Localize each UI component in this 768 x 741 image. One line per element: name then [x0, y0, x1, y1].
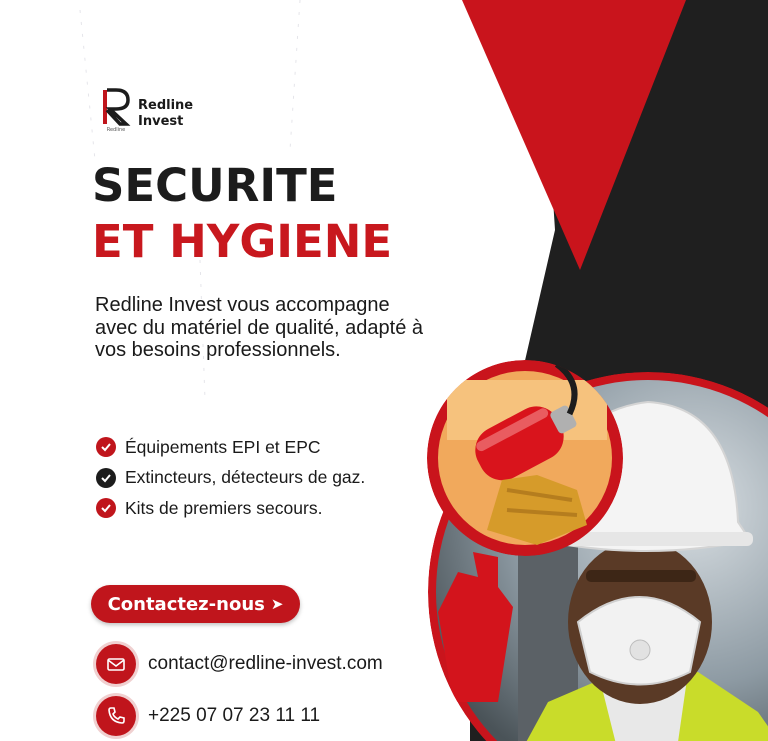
feature-label: Équipements EPI et EPC [125, 436, 321, 457]
logo-mark-icon [100, 88, 132, 132]
contact-us-button[interactable] [91, 585, 300, 623]
arrow-right-icon: ➤ [270, 595, 284, 613]
logo-caption: Redline [106, 127, 126, 132]
brand-name [138, 98, 193, 130]
brand-logo [100, 88, 193, 132]
feature-label: Kits de premiers secours. [125, 497, 323, 518]
brand-name-line2: Invest [138, 114, 184, 129]
phone-row[interactable] [96, 696, 320, 736]
feature-label: Extincteurs, détecteurs de gaz. [125, 467, 366, 488]
feature-item [96, 463, 365, 494]
check-circle-icon [96, 498, 116, 518]
phone-number[interactable]: +225 07 07 23 11 11 [148, 705, 321, 726]
phone-icon [96, 696, 136, 736]
headline-line1: SECURITE [92, 159, 338, 212]
email-row[interactable] [96, 644, 383, 684]
extinguisher-photo [427, 360, 623, 556]
feature-item [96, 493, 365, 524]
check-circle-icon [96, 468, 116, 488]
email-icon [96, 644, 136, 684]
contact-us-label: Contactez-nous [107, 593, 265, 615]
email-address[interactable]: contact@redline-invest.com [148, 653, 383, 674]
feature-item [96, 432, 365, 463]
brand-name-line1: Redline [138, 98, 194, 113]
check-circle-icon [96, 437, 116, 457]
headline-line2: ET HYGIENE [92, 215, 393, 268]
feature-list [96, 432, 365, 524]
intro-text: Redline Invest vous accompagne avec du matériel de qualité, adapté à vos besoins professionnels. [95, 294, 423, 361]
